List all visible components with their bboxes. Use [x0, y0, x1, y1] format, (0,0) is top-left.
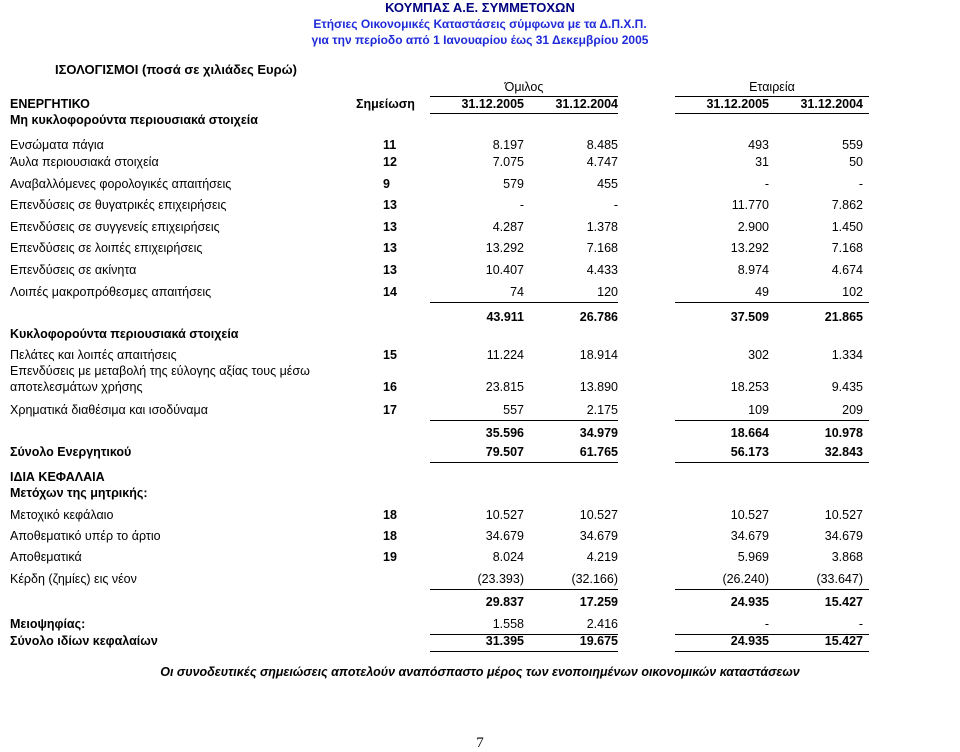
row-label: Μετόχων της μητρικής: — [10, 486, 148, 500]
table-row — [0, 380, 960, 398]
cell: 31.395 — [485, 634, 524, 648]
row-note: 18 — [383, 529, 397, 543]
report-period: για την περίοδο από 1 Ιανουαρίου έως 31 Δεκεμβρίου 2005 — [311, 33, 649, 47]
cell: 43.911 — [486, 310, 524, 324]
subtotal-line — [430, 589, 618, 590]
cell: - — [613, 198, 618, 212]
note-column-header: Σημείωση — [356, 97, 415, 111]
row-note: 13 — [383, 220, 397, 234]
row-label: Πελάτες και λοιπές απαιτήσεις — [10, 348, 177, 362]
cell: 18.253 — [730, 380, 769, 394]
cell: 1.334 — [831, 348, 863, 362]
cell: - — [858, 177, 863, 191]
cell: 2.416 — [586, 617, 618, 631]
cell: 8.197 — [492, 138, 524, 152]
cell: 61.765 — [579, 445, 618, 459]
cell: 34.679 — [485, 529, 524, 543]
cell: - — [764, 617, 769, 631]
subtotal-row — [0, 595, 960, 613]
row-label-continued: αποτελεσμάτων χρήσης — [10, 380, 143, 394]
total-line — [675, 651, 869, 652]
row-label: Αναβαλλόμενες φορολογικές απαιτήσεις — [10, 177, 232, 191]
company-name: ΚΟΥΜΠΑΣ Α.Ε. ΣΥΜΜΕΤΟΧΩΝ — [385, 0, 575, 15]
cell: 3.868 — [831, 550, 863, 564]
subtotal-row — [0, 310, 960, 328]
page-number: 7 — [476, 735, 484, 751]
cell: 34.679 — [730, 529, 769, 543]
row-note: 16 — [383, 380, 397, 394]
subtotal-line — [675, 589, 869, 590]
cell: 24.935 — [730, 595, 769, 609]
cell: 10.527 — [730, 508, 769, 522]
cell: (32.166) — [571, 572, 618, 586]
row-label: Επενδύσεις σε συγγενείς επιχειρήσεις — [10, 220, 220, 234]
row-note: 11 — [383, 138, 397, 152]
row-note: 12 — [383, 155, 397, 169]
row-label: Σύνολο ιδίων κεφαλαίων — [10, 634, 158, 648]
cell: 1.450 — [831, 220, 863, 234]
cell: 493 — [748, 138, 769, 152]
cell: 5.969 — [737, 550, 769, 564]
cell: 559 — [842, 138, 863, 152]
row-label: Κυκλοφορούντα περιουσιακά στοιχεία — [10, 327, 239, 341]
cell: 455 — [597, 177, 618, 191]
date-header-1: 31.12.2005 — [461, 97, 524, 111]
table-row — [0, 285, 960, 303]
row-label: Μετοχικό κεφάλαιο — [10, 508, 114, 522]
table-row — [0, 138, 960, 156]
cell: 29.837 — [485, 595, 524, 609]
row-label: Επενδύσεις σε λοιπές επιχειρήσεις — [10, 241, 203, 255]
table-row — [0, 177, 960, 195]
row-note: 19 — [383, 550, 397, 564]
date-header-4: 31.12.2004 — [800, 97, 863, 111]
cell: 2.900 — [737, 220, 769, 234]
cell: 32.843 — [824, 445, 863, 459]
row-label: ΙΔΙΑ ΚΕΦΑΛΑΙΑ — [10, 470, 105, 484]
cell: 79.507 — [485, 445, 524, 459]
cell: 24.935 — [730, 634, 769, 648]
cell: 8.974 — [737, 263, 769, 277]
total-line — [675, 462, 869, 463]
cell: - — [858, 617, 863, 631]
footer-note: Οι συνοδευτικές σημειώσεις αποτελούν αναπόσπαστο μέρος των ενοποιημένων οικονομικών καταστάσεων — [160, 665, 800, 679]
cell: (26.240) — [722, 572, 769, 586]
date-header-3: 31.12.2005 — [706, 97, 769, 111]
cell: 23.815 — [485, 380, 524, 394]
cell: 37.509 — [730, 310, 769, 324]
row-note: 13 — [383, 241, 397, 255]
total-line — [430, 462, 618, 463]
total-line — [430, 651, 618, 652]
cell: - — [519, 198, 524, 212]
cell: 34.679 — [579, 529, 618, 543]
cell: 10.527 — [485, 508, 524, 522]
row-note: 13 — [383, 198, 397, 212]
cell: 7.168 — [831, 241, 863, 255]
cell: 302 — [748, 348, 769, 362]
date-header-2: 31.12.2004 — [555, 97, 618, 111]
cell: 13.292 — [485, 241, 524, 255]
cell: 34.679 — [824, 529, 863, 543]
cell: 18.914 — [579, 348, 618, 362]
subtotal-line — [430, 420, 618, 421]
cell: 8.024 — [492, 550, 524, 564]
cell: 4.219 — [586, 550, 618, 564]
group-header-omilos: Όμιλος — [504, 80, 544, 94]
cell: 7.075 — [492, 155, 524, 169]
cell: 557 — [503, 403, 524, 417]
cell: (23.393) — [477, 572, 524, 586]
cell: 9.435 — [831, 380, 863, 394]
cell: 7.862 — [831, 198, 863, 212]
table-row — [0, 113, 960, 131]
row-label: Κέρδη (ζημίες) εις νέον — [10, 572, 137, 586]
cell: 18.664 — [730, 426, 769, 440]
cell: 74 — [510, 285, 524, 299]
cell: 579 — [503, 177, 524, 191]
cell: 17.259 — [579, 595, 618, 609]
row-label: Επενδύσεις με μεταβολή της εύλογης αξίας τους μέσω — [10, 364, 310, 378]
subtotal-line — [430, 302, 618, 303]
cell: 7.168 — [586, 241, 618, 255]
row-note: 15 — [383, 348, 397, 362]
cell: 10.978 — [824, 426, 863, 440]
total-equity-row — [0, 634, 960, 652]
cell: 49 — [755, 285, 769, 299]
row-note: 14 — [383, 285, 397, 299]
document-header — [0, 0, 960, 49]
row-note: 18 — [383, 508, 397, 522]
row-label: Άυλα περιουσιακά στοιχεία — [10, 155, 159, 169]
row-label: Επενδύσεις σε ακίνητα — [10, 263, 137, 277]
cell: 8.485 — [586, 138, 618, 152]
report-subtitle: Ετήσιες Οικονομικές Καταστάσεις σύμφωνα με τα Δ.Π.Χ.Π. — [313, 17, 647, 31]
subtotal-line — [675, 302, 869, 303]
cell: 10.527 — [579, 508, 618, 522]
cell: 13.292 — [730, 241, 769, 255]
row-label: Ενσώματα πάγια — [10, 138, 104, 152]
row-label: Μη κυκλοφορούντα περιουσιακά στοιχεία — [10, 113, 258, 127]
cell: 4.747 — [586, 155, 618, 169]
cell: - — [764, 177, 769, 191]
cell: 21.865 — [824, 310, 863, 324]
cell: 35.596 — [485, 426, 524, 440]
table-row — [0, 508, 960, 526]
row-label: Αποθεματικό υπέρ το άρτιο — [10, 529, 161, 543]
cell: 4.287 — [492, 220, 524, 234]
row-label: Σύνολο Ενεργητικού — [10, 445, 132, 459]
cell: 19.675 — [579, 634, 618, 648]
cell: 1.558 — [492, 617, 524, 631]
row-note: 13 — [383, 263, 397, 277]
table-row — [0, 327, 960, 345]
cell: 15.427 — [824, 634, 863, 648]
cell: 31 — [755, 155, 769, 169]
cell: 102 — [842, 285, 863, 299]
table-row — [0, 617, 960, 635]
cell: 10.407 — [485, 263, 524, 277]
row-label: Μειοψηφίας: — [10, 617, 86, 631]
cell: 15.427 — [824, 595, 863, 609]
table-row — [0, 403, 960, 421]
cell: 2.175 — [586, 403, 618, 417]
cell: 56.173 — [730, 445, 769, 459]
row-label: Αποθεματικά — [10, 550, 82, 564]
cell: (33.647) — [816, 572, 863, 586]
group-header-etaireia: Εταιρεία — [749, 80, 795, 94]
table-row — [0, 529, 960, 547]
row-note: 17 — [383, 403, 397, 417]
cell: 4.433 — [586, 263, 618, 277]
cell: 50 — [849, 155, 863, 169]
cell: 26.786 — [579, 310, 618, 324]
cell: 1.378 — [586, 220, 618, 234]
table-row — [0, 241, 960, 259]
section-title: ΙΣΟΛΟΓΙΣΜΟΙ (ποσά σε χιλιάδες Ευρώ) — [55, 62, 297, 77]
table-row — [0, 486, 960, 504]
total-assets-row — [0, 445, 960, 463]
table-row — [0, 263, 960, 281]
row-label: Επενδύσεις σε θυγατρικές επιχειρήσεις — [10, 198, 227, 212]
cell: 109 — [748, 403, 769, 417]
cell: 4.674 — [831, 263, 863, 277]
row-note: 9 — [383, 177, 390, 191]
table-row — [0, 155, 960, 173]
subtotal-line — [675, 420, 869, 421]
table-row — [0, 572, 960, 590]
subtotal-row — [0, 426, 960, 444]
table-row — [0, 220, 960, 238]
cell: 11.770 — [731, 198, 769, 212]
cell: 13.890 — [579, 380, 618, 394]
cell: 10.527 — [824, 508, 863, 522]
assets-title: ΕΝΕΡΓΗΤΙΚΟ — [10, 97, 90, 111]
cell: 34.979 — [579, 426, 618, 440]
row-label: Λοιπές μακροπρόθεσμες απαιτήσεις — [10, 285, 212, 299]
table-row — [0, 550, 960, 568]
cell: 120 — [597, 285, 618, 299]
row-label: Χρηματικά διαθέσιμα και ισοδύναμα — [10, 403, 208, 417]
cell: 209 — [842, 403, 863, 417]
table-row — [0, 198, 960, 216]
cell: 11.224 — [486, 348, 524, 362]
